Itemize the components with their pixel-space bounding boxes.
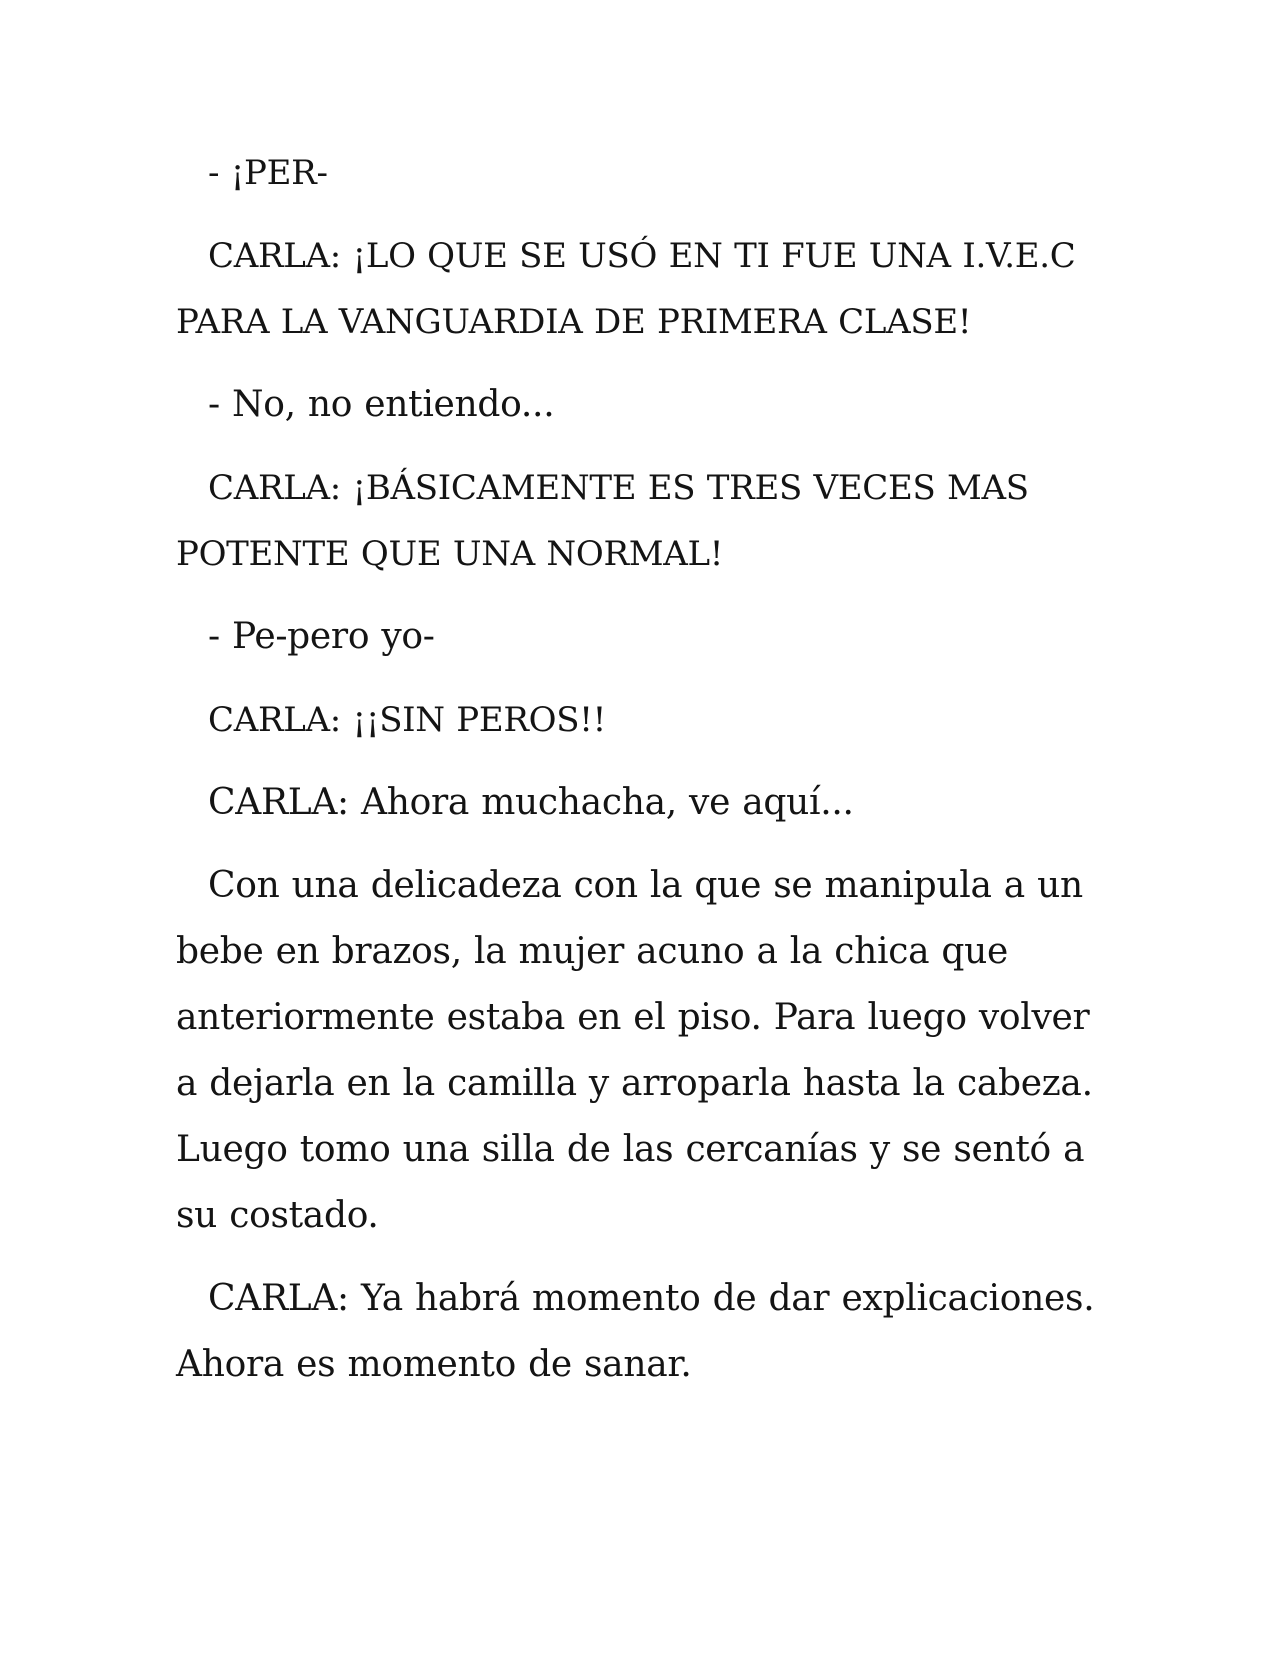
paragraph-dialogue-3: - No, no entiendo... xyxy=(208,384,555,425)
paragraph-dialogue-2: CARLA: ¡LO QUE SE USÓ EN TI FUE UNA I.V.E.C PARA LA VANGUARDIA DE PRIMERA CLASE! xyxy=(176,236,1076,342)
paragraph-narration: Con una delicadeza con la que se manipula a un bebe en brazos, la mujer acuno a la chica que anteriormente estaba en el piso. Para luego volver a dejarla en la camilla y arroparla hasta la cabeza. Luego tomo una silla de las cercanías y se sentó a su costado. xyxy=(176,865,1093,1236)
document-page xyxy=(176,140,1106,1415)
paragraph-dialogue-5: - Pe-pero yo- xyxy=(208,616,435,657)
paragraph-dialogue-4: CARLA: ¡BÁSICAMENTE ES TRES VECES MAS POTENTE QUE UNA NORMAL! xyxy=(176,468,1029,574)
paragraph-dialogue-6: CARLA: ¡¡SIN PEROS!! xyxy=(208,700,606,740)
paragraph-dialogue-8: CARLA: Ya habrá momento de dar explicaciones. Ahora es momento de sanar. xyxy=(176,1278,1095,1385)
paragraph-dialogue-7: CARLA: Ahora muchacha, ve aquí... xyxy=(208,782,854,823)
paragraph-dialogue-1: - ¡PER- xyxy=(208,153,328,193)
